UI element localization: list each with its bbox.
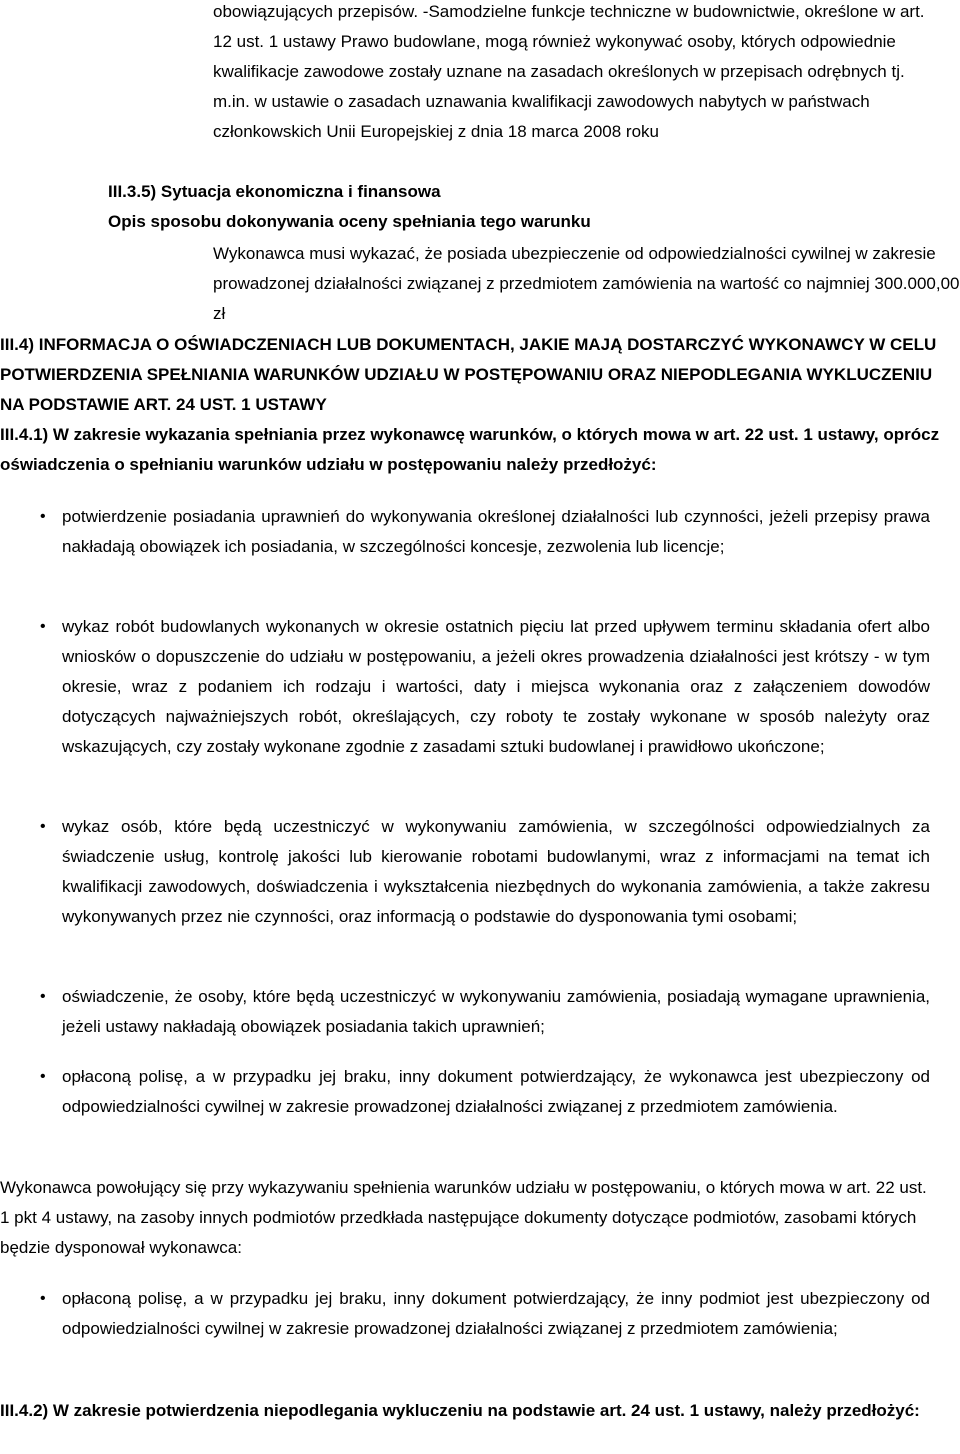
list-bullet: • <box>40 818 46 835</box>
section-3-5-subheading: Opis sposobu dokonywania oceny spełniania tego warunku <box>108 212 591 231</box>
intro-paragraph: obowiązujących przepisów. -Samodzielne funkcje techniczne w budownictwie, określone w art. 12 ust. 1 ustawy Prawo budowlane, mogą również wykonywać osoby, których odpowiednie kwalifikacje zawodowe zostały uznane na zasadach określonych w przepisach odrębnych tj. m.in. w ustawie o zasadach uznawania kwalifikacji zawodowych nabytych w państwach członkowskich Unii Europejskiej z dnia 18 marca 2008 roku <box>213 2 925 141</box>
list-item: oświadczenie, że osoby, które będą uczestniczyć w wykonywaniu zamówienia, posiadają wymagane uprawnienia, jeżeli ustawy nakładają obowiązek posiadania takich uprawnień; <box>62 987 930 1036</box>
section-4-1-heading: III.4.1) W zakresie wykazania spełniania przez wykonawcę warunków, o których mowa w art. 22 ust. 1 ustawy, oprócz oświadczenia o spełnianiu warunków udziału w postępowaniu należy przedłożyć: <box>0 425 940 474</box>
list-item: opłaconą polisę, a w przypadku jej braku, inny dokument potwierdzający, że wykonawca jest ubezpieczony od odpowiedzialności cywilnej w zakresie prowadzonej działalności związanej z przedmiotem zamówienia. <box>62 1067 930 1116</box>
list-item: wykaz osób, które będą uczestniczyć w wykonywaniu zamówienia, w szczególności odpowiedzialnych za świadczenie usług, kontrolę jakości lub kierowanie robotami budowlanymi, wraz z informacjami na temat ich kwalifikacji zawodowych, doświadczenia i wykształcenia niezbędnych do wykonania zamówienia, a także zakresu wykonywanych przez nie czynności, oraz informacją o podstawie do dysponowania tymi osobami; <box>62 817 930 926</box>
resources-paragraph: Wykonawca powołujący się przy wykazywaniu spełnienia warunków udziału w postępowaniu, o których mowa w art. 22 ust. 1 pkt 4 ustawy, na zasoby innych podmiotów przedkłada następujące dokumenty dotyczące podmiotów, zasobami których będzie dysponował wykonawca: <box>0 1178 927 1257</box>
list-bullet: • <box>40 1068 46 1085</box>
list-item: potwierdzenie posiadania uprawnień do wykonywania określonej działalności lub czynności, jeżeli przepisy prawa nakładają obowiązek ich posiadania, w szczególności koncesje, zezwolenia lub licencje; <box>62 507 930 556</box>
section-4-heading: III.4) INFORMACJA O OŚWIADCZENIACH LUB DOKUMENTACH, JAKIE MAJĄ DOSTARCZYĆ WYKONAWCY W CELU POTWIERDZENIA SPEŁNIANIA WARUNKÓW UDZIAŁU W POSTĘPOWANIU ORAZ NIEPODLEGANIA WYKLUCZENIU NA PODSTAWIE ART. 24 UST. 1 USTAWY <box>0 335 937 414</box>
section-3-5-heading: III.3.5) Sytuacja ekonomiczna i finansowa <box>108 182 441 201</box>
list-bullet: • <box>40 988 46 1005</box>
list-bullet: • <box>40 508 46 525</box>
list-bullet: • <box>40 1290 46 1307</box>
list-item: wykaz robót budowlanych wykonanych w okresie ostatnich pięciu lat przed upływem terminu składania ofert albo wniosków o dopuszczenie do udziału w postępowaniu, a jeżeli okres prowadzenia działalności jest krótszy - w tym okresie, wraz z podaniem ich rodzaju i wartości, daty i miejsca wykonania oraz z załączeniem dowodów dotyczących najważniejszych robót, określających, czy roboty te zostały wykonane w sposób należyty oraz wskazujących, czy zostały wykonane zgodnie z zasadami sztuki budowlanej i prawidłowo ukończone; <box>62 617 930 756</box>
section-3-5-body: Wykonawca musi wykazać, że posiada ubezpieczenie od odpowiedzialności cywilnej w zakresie prowadzonej działalności związanej z przedmiotem zamówienia na wartość co najmniej 300.000,00 zł <box>213 244 960 323</box>
list-bullet: • <box>40 618 46 635</box>
list-item: opłaconą polisę, a w przypadku jej braku, inny dokument potwierdzający, że inny podmiot jest ubezpieczony od odpowiedzialności cywilnej w zakresie prowadzonej działalności związanej z przedmiotem zamówienia; <box>62 1289 930 1338</box>
section-4-2-heading: III.4.2) W zakresie potwierdzenia niepodlegania wykluczeniu na podstawie art. 24 ust. 1 ustawy, należy przedłożyć: <box>0 1401 920 1420</box>
